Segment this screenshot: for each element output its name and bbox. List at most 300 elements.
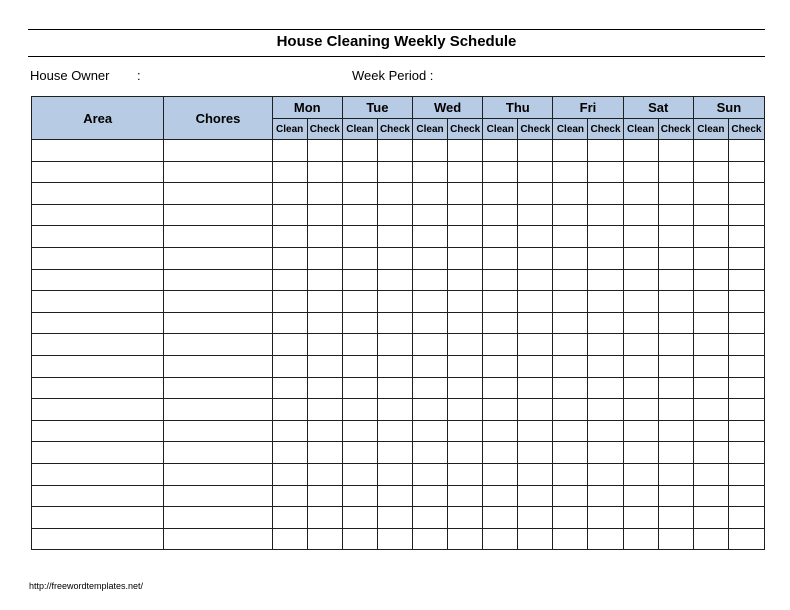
check-cell[interactable] bbox=[448, 312, 483, 334]
check-cell[interactable] bbox=[377, 485, 412, 507]
check-cell[interactable] bbox=[658, 269, 693, 291]
check-cell[interactable] bbox=[518, 355, 553, 377]
check-cell[interactable] bbox=[588, 183, 623, 205]
clean-cell[interactable] bbox=[413, 334, 448, 356]
clean-cell[interactable] bbox=[693, 140, 728, 162]
clean-cell[interactable] bbox=[553, 507, 588, 529]
clean-cell[interactable] bbox=[413, 161, 448, 183]
check-cell[interactable] bbox=[307, 420, 342, 442]
check-cell[interactable] bbox=[728, 334, 764, 356]
clean-cell[interactable] bbox=[623, 355, 658, 377]
check-cell[interactable] bbox=[448, 377, 483, 399]
check-cell[interactable] bbox=[518, 528, 553, 550]
chore-cell[interactable] bbox=[164, 355, 272, 377]
clean-cell[interactable] bbox=[413, 204, 448, 226]
clean-cell[interactable] bbox=[272, 204, 307, 226]
check-cell[interactable] bbox=[658, 204, 693, 226]
clean-cell[interactable] bbox=[272, 420, 307, 442]
check-cell[interactable] bbox=[307, 247, 342, 269]
clean-cell[interactable] bbox=[553, 291, 588, 313]
clean-cell[interactable] bbox=[272, 355, 307, 377]
check-cell[interactable] bbox=[518, 247, 553, 269]
clean-cell[interactable] bbox=[413, 507, 448, 529]
check-cell[interactable] bbox=[728, 528, 764, 550]
check-cell[interactable] bbox=[377, 291, 412, 313]
clean-cell[interactable] bbox=[623, 485, 658, 507]
clean-cell[interactable] bbox=[623, 269, 658, 291]
check-cell[interactable] bbox=[588, 528, 623, 550]
check-cell[interactable] bbox=[588, 291, 623, 313]
check-cell[interactable] bbox=[307, 183, 342, 205]
check-cell[interactable] bbox=[518, 226, 553, 248]
check-cell[interactable] bbox=[448, 507, 483, 529]
clean-cell[interactable] bbox=[342, 463, 377, 485]
check-cell[interactable] bbox=[377, 312, 412, 334]
clean-cell[interactable] bbox=[483, 528, 518, 550]
check-cell[interactable] bbox=[448, 442, 483, 464]
clean-cell[interactable] bbox=[483, 161, 518, 183]
clean-cell[interactable] bbox=[693, 334, 728, 356]
clean-cell[interactable] bbox=[553, 334, 588, 356]
check-cell[interactable] bbox=[518, 507, 553, 529]
clean-cell[interactable] bbox=[553, 204, 588, 226]
check-cell[interactable] bbox=[658, 399, 693, 421]
clean-cell[interactable] bbox=[483, 312, 518, 334]
check-cell[interactable] bbox=[307, 269, 342, 291]
check-cell[interactable] bbox=[728, 485, 764, 507]
clean-cell[interactable] bbox=[553, 269, 588, 291]
check-cell[interactable] bbox=[588, 269, 623, 291]
clean-cell[interactable] bbox=[483, 377, 518, 399]
check-cell[interactable] bbox=[588, 161, 623, 183]
check-cell[interactable] bbox=[518, 140, 553, 162]
clean-cell[interactable] bbox=[623, 377, 658, 399]
check-cell[interactable] bbox=[377, 226, 412, 248]
clean-cell[interactable] bbox=[413, 355, 448, 377]
check-cell[interactable] bbox=[377, 442, 412, 464]
clean-cell[interactable] bbox=[553, 377, 588, 399]
check-cell[interactable] bbox=[728, 204, 764, 226]
check-cell[interactable] bbox=[728, 183, 764, 205]
clean-cell[interactable] bbox=[413, 291, 448, 313]
clean-cell[interactable] bbox=[272, 269, 307, 291]
clean-cell[interactable] bbox=[623, 140, 658, 162]
area-cell[interactable] bbox=[32, 442, 164, 464]
clean-cell[interactable] bbox=[483, 507, 518, 529]
clean-cell[interactable] bbox=[483, 334, 518, 356]
clean-cell[interactable] bbox=[623, 226, 658, 248]
clean-cell[interactable] bbox=[272, 463, 307, 485]
clean-cell[interactable] bbox=[272, 442, 307, 464]
clean-cell[interactable] bbox=[623, 463, 658, 485]
check-cell[interactable] bbox=[518, 161, 553, 183]
clean-cell[interactable] bbox=[272, 312, 307, 334]
check-cell[interactable] bbox=[658, 291, 693, 313]
check-cell[interactable] bbox=[728, 226, 764, 248]
clean-cell[interactable] bbox=[342, 226, 377, 248]
clean-cell[interactable] bbox=[693, 528, 728, 550]
clean-cell[interactable] bbox=[623, 183, 658, 205]
check-cell[interactable] bbox=[658, 183, 693, 205]
clean-cell[interactable] bbox=[483, 269, 518, 291]
clean-cell[interactable] bbox=[272, 183, 307, 205]
check-cell[interactable] bbox=[728, 399, 764, 421]
clean-cell[interactable] bbox=[693, 161, 728, 183]
clean-cell[interactable] bbox=[413, 183, 448, 205]
chore-cell[interactable] bbox=[164, 507, 272, 529]
clean-cell[interactable] bbox=[623, 507, 658, 529]
check-cell[interactable] bbox=[307, 204, 342, 226]
check-cell[interactable] bbox=[518, 442, 553, 464]
clean-cell[interactable] bbox=[623, 420, 658, 442]
clean-cell[interactable] bbox=[413, 269, 448, 291]
clean-cell[interactable] bbox=[483, 247, 518, 269]
area-cell[interactable] bbox=[32, 204, 164, 226]
check-cell[interactable] bbox=[658, 161, 693, 183]
clean-cell[interactable] bbox=[342, 485, 377, 507]
clean-cell[interactable] bbox=[553, 140, 588, 162]
check-cell[interactable] bbox=[377, 463, 412, 485]
clean-cell[interactable] bbox=[693, 204, 728, 226]
clean-cell[interactable] bbox=[553, 463, 588, 485]
clean-cell[interactable] bbox=[483, 399, 518, 421]
clean-cell[interactable] bbox=[693, 377, 728, 399]
check-cell[interactable] bbox=[377, 399, 412, 421]
check-cell[interactable] bbox=[658, 420, 693, 442]
clean-cell[interactable] bbox=[413, 140, 448, 162]
check-cell[interactable] bbox=[448, 226, 483, 248]
clean-cell[interactable] bbox=[553, 161, 588, 183]
check-cell[interactable] bbox=[518, 463, 553, 485]
area-cell[interactable] bbox=[32, 334, 164, 356]
check-cell[interactable] bbox=[518, 204, 553, 226]
clean-cell[interactable] bbox=[693, 463, 728, 485]
check-cell[interactable] bbox=[448, 334, 483, 356]
check-cell[interactable] bbox=[658, 377, 693, 399]
area-cell[interactable] bbox=[32, 247, 164, 269]
clean-cell[interactable] bbox=[693, 183, 728, 205]
clean-cell[interactable] bbox=[623, 161, 658, 183]
clean-cell[interactable] bbox=[272, 247, 307, 269]
check-cell[interactable] bbox=[658, 140, 693, 162]
clean-cell[interactable] bbox=[483, 226, 518, 248]
check-cell[interactable] bbox=[728, 140, 764, 162]
check-cell[interactable] bbox=[518, 377, 553, 399]
clean-cell[interactable] bbox=[623, 291, 658, 313]
area-cell[interactable] bbox=[32, 161, 164, 183]
area-cell[interactable] bbox=[32, 507, 164, 529]
clean-cell[interactable] bbox=[693, 226, 728, 248]
clean-cell[interactable] bbox=[272, 507, 307, 529]
chore-cell[interactable] bbox=[164, 204, 272, 226]
clean-cell[interactable] bbox=[483, 140, 518, 162]
clean-cell[interactable] bbox=[342, 312, 377, 334]
clean-cell[interactable] bbox=[272, 399, 307, 421]
clean-cell[interactable] bbox=[342, 420, 377, 442]
check-cell[interactable] bbox=[518, 399, 553, 421]
check-cell[interactable] bbox=[448, 247, 483, 269]
check-cell[interactable] bbox=[377, 269, 412, 291]
check-cell[interactable] bbox=[588, 507, 623, 529]
clean-cell[interactable] bbox=[623, 312, 658, 334]
clean-cell[interactable] bbox=[483, 291, 518, 313]
chore-cell[interactable] bbox=[164, 140, 272, 162]
check-cell[interactable] bbox=[448, 140, 483, 162]
area-cell[interactable] bbox=[32, 269, 164, 291]
clean-cell[interactable] bbox=[623, 334, 658, 356]
check-cell[interactable] bbox=[658, 334, 693, 356]
clean-cell[interactable] bbox=[413, 226, 448, 248]
clean-cell[interactable] bbox=[272, 334, 307, 356]
check-cell[interactable] bbox=[728, 377, 764, 399]
clean-cell[interactable] bbox=[693, 247, 728, 269]
footer-url[interactable]: http://freewordtemplates.net/ bbox=[29, 581, 144, 591]
check-cell[interactable] bbox=[588, 204, 623, 226]
check-cell[interactable] bbox=[728, 463, 764, 485]
clean-cell[interactable] bbox=[483, 485, 518, 507]
check-cell[interactable] bbox=[728, 161, 764, 183]
clean-cell[interactable] bbox=[413, 442, 448, 464]
clean-cell[interactable] bbox=[342, 183, 377, 205]
check-cell[interactable] bbox=[307, 463, 342, 485]
check-cell[interactable] bbox=[588, 334, 623, 356]
check-cell[interactable] bbox=[448, 463, 483, 485]
clean-cell[interactable] bbox=[342, 355, 377, 377]
clean-cell[interactable] bbox=[623, 247, 658, 269]
check-cell[interactable] bbox=[307, 399, 342, 421]
check-cell[interactable] bbox=[658, 312, 693, 334]
check-cell[interactable] bbox=[728, 291, 764, 313]
area-cell[interactable] bbox=[32, 463, 164, 485]
clean-cell[interactable] bbox=[342, 269, 377, 291]
clean-cell[interactable] bbox=[413, 528, 448, 550]
chore-cell[interactable] bbox=[164, 463, 272, 485]
clean-cell[interactable] bbox=[483, 420, 518, 442]
clean-cell[interactable] bbox=[623, 442, 658, 464]
clean-cell[interactable] bbox=[693, 420, 728, 442]
clean-cell[interactable] bbox=[553, 355, 588, 377]
clean-cell[interactable] bbox=[693, 269, 728, 291]
check-cell[interactable] bbox=[588, 377, 623, 399]
check-cell[interactable] bbox=[377, 334, 412, 356]
clean-cell[interactable] bbox=[693, 312, 728, 334]
chore-cell[interactable] bbox=[164, 334, 272, 356]
clean-cell[interactable] bbox=[553, 420, 588, 442]
clean-cell[interactable] bbox=[483, 355, 518, 377]
check-cell[interactable] bbox=[307, 485, 342, 507]
check-cell[interactable] bbox=[377, 528, 412, 550]
clean-cell[interactable] bbox=[413, 312, 448, 334]
check-cell[interactable] bbox=[307, 442, 342, 464]
clean-cell[interactable] bbox=[272, 161, 307, 183]
area-cell[interactable] bbox=[32, 485, 164, 507]
clean-cell[interactable] bbox=[693, 399, 728, 421]
area-cell[interactable] bbox=[32, 312, 164, 334]
clean-cell[interactable] bbox=[483, 442, 518, 464]
chore-cell[interactable] bbox=[164, 183, 272, 205]
check-cell[interactable] bbox=[588, 355, 623, 377]
clean-cell[interactable] bbox=[623, 399, 658, 421]
check-cell[interactable] bbox=[658, 485, 693, 507]
clean-cell[interactable] bbox=[272, 377, 307, 399]
check-cell[interactable] bbox=[377, 420, 412, 442]
check-cell[interactable] bbox=[307, 334, 342, 356]
chore-cell[interactable] bbox=[164, 399, 272, 421]
check-cell[interactable] bbox=[307, 161, 342, 183]
area-cell[interactable] bbox=[32, 420, 164, 442]
check-cell[interactable] bbox=[588, 312, 623, 334]
clean-cell[interactable] bbox=[693, 442, 728, 464]
clean-cell[interactable] bbox=[342, 334, 377, 356]
check-cell[interactable] bbox=[588, 247, 623, 269]
check-cell[interactable] bbox=[448, 269, 483, 291]
clean-cell[interactable] bbox=[693, 355, 728, 377]
check-cell[interactable] bbox=[658, 247, 693, 269]
clean-cell[interactable] bbox=[693, 291, 728, 313]
check-cell[interactable] bbox=[518, 312, 553, 334]
chore-cell[interactable] bbox=[164, 442, 272, 464]
check-cell[interactable] bbox=[658, 528, 693, 550]
clean-cell[interactable] bbox=[693, 485, 728, 507]
check-cell[interactable] bbox=[588, 442, 623, 464]
check-cell[interactable] bbox=[307, 355, 342, 377]
area-cell[interactable] bbox=[32, 226, 164, 248]
clean-cell[interactable] bbox=[342, 140, 377, 162]
check-cell[interactable] bbox=[658, 355, 693, 377]
chore-cell[interactable] bbox=[164, 291, 272, 313]
clean-cell[interactable] bbox=[342, 399, 377, 421]
clean-cell[interactable] bbox=[342, 291, 377, 313]
check-cell[interactable] bbox=[307, 507, 342, 529]
chore-cell[interactable] bbox=[164, 528, 272, 550]
clean-cell[interactable] bbox=[272, 291, 307, 313]
chore-cell[interactable] bbox=[164, 247, 272, 269]
check-cell[interactable] bbox=[377, 377, 412, 399]
check-cell[interactable] bbox=[728, 355, 764, 377]
check-cell[interactable] bbox=[377, 355, 412, 377]
check-cell[interactable] bbox=[728, 247, 764, 269]
chore-cell[interactable] bbox=[164, 377, 272, 399]
clean-cell[interactable] bbox=[342, 161, 377, 183]
chore-cell[interactable] bbox=[164, 269, 272, 291]
area-cell[interactable] bbox=[32, 355, 164, 377]
clean-cell[interactable] bbox=[483, 204, 518, 226]
clean-cell[interactable] bbox=[272, 140, 307, 162]
check-cell[interactable] bbox=[588, 463, 623, 485]
check-cell[interactable] bbox=[448, 528, 483, 550]
check-cell[interactable] bbox=[307, 312, 342, 334]
area-cell[interactable] bbox=[32, 183, 164, 205]
clean-cell[interactable] bbox=[413, 399, 448, 421]
check-cell[interactable] bbox=[588, 399, 623, 421]
check-cell[interactable] bbox=[658, 463, 693, 485]
area-cell[interactable] bbox=[32, 140, 164, 162]
chore-cell[interactable] bbox=[164, 420, 272, 442]
chore-cell[interactable] bbox=[164, 312, 272, 334]
clean-cell[interactable] bbox=[342, 528, 377, 550]
clean-cell[interactable] bbox=[553, 183, 588, 205]
clean-cell[interactable] bbox=[553, 226, 588, 248]
clean-cell[interactable] bbox=[272, 485, 307, 507]
clean-cell[interactable] bbox=[483, 183, 518, 205]
check-cell[interactable] bbox=[448, 420, 483, 442]
check-cell[interactable] bbox=[518, 334, 553, 356]
check-cell[interactable] bbox=[307, 291, 342, 313]
clean-cell[interactable] bbox=[413, 377, 448, 399]
area-cell[interactable] bbox=[32, 528, 164, 550]
check-cell[interactable] bbox=[518, 291, 553, 313]
check-cell[interactable] bbox=[728, 507, 764, 529]
check-cell[interactable] bbox=[377, 507, 412, 529]
clean-cell[interactable] bbox=[553, 399, 588, 421]
check-cell[interactable] bbox=[307, 226, 342, 248]
area-cell[interactable] bbox=[32, 291, 164, 313]
clean-cell[interactable] bbox=[553, 312, 588, 334]
check-cell[interactable] bbox=[728, 312, 764, 334]
clean-cell[interactable] bbox=[272, 528, 307, 550]
check-cell[interactable] bbox=[448, 183, 483, 205]
check-cell[interactable] bbox=[377, 140, 412, 162]
check-cell[interactable] bbox=[588, 485, 623, 507]
check-cell[interactable] bbox=[728, 269, 764, 291]
check-cell[interactable] bbox=[448, 399, 483, 421]
chore-cell[interactable] bbox=[164, 161, 272, 183]
clean-cell[interactable] bbox=[342, 442, 377, 464]
clean-cell[interactable] bbox=[342, 204, 377, 226]
check-cell[interactable] bbox=[518, 269, 553, 291]
clean-cell[interactable] bbox=[553, 485, 588, 507]
clean-cell[interactable] bbox=[413, 420, 448, 442]
clean-cell[interactable] bbox=[342, 377, 377, 399]
check-cell[interactable] bbox=[377, 183, 412, 205]
check-cell[interactable] bbox=[448, 204, 483, 226]
clean-cell[interactable] bbox=[623, 204, 658, 226]
clean-cell[interactable] bbox=[553, 247, 588, 269]
clean-cell[interactable] bbox=[623, 528, 658, 550]
clean-cell[interactable] bbox=[413, 485, 448, 507]
chore-cell[interactable] bbox=[164, 485, 272, 507]
clean-cell[interactable] bbox=[272, 226, 307, 248]
check-cell[interactable] bbox=[448, 355, 483, 377]
check-cell[interactable] bbox=[588, 226, 623, 248]
area-cell[interactable] bbox=[32, 377, 164, 399]
clean-cell[interactable] bbox=[553, 442, 588, 464]
check-cell[interactable] bbox=[518, 485, 553, 507]
area-cell[interactable] bbox=[32, 399, 164, 421]
check-cell[interactable] bbox=[377, 247, 412, 269]
check-cell[interactable] bbox=[588, 420, 623, 442]
check-cell[interactable] bbox=[307, 377, 342, 399]
check-cell[interactable] bbox=[518, 420, 553, 442]
check-cell[interactable] bbox=[377, 161, 412, 183]
clean-cell[interactable] bbox=[483, 463, 518, 485]
clean-cell[interactable] bbox=[413, 247, 448, 269]
clean-cell[interactable] bbox=[342, 247, 377, 269]
check-cell[interactable] bbox=[588, 140, 623, 162]
check-cell[interactable] bbox=[307, 140, 342, 162]
check-cell[interactable] bbox=[658, 442, 693, 464]
clean-cell[interactable] bbox=[413, 463, 448, 485]
clean-cell[interactable] bbox=[342, 507, 377, 529]
clean-cell[interactable] bbox=[693, 507, 728, 529]
check-cell[interactable] bbox=[307, 528, 342, 550]
check-cell[interactable] bbox=[448, 161, 483, 183]
clean-cell[interactable] bbox=[553, 528, 588, 550]
check-cell[interactable] bbox=[448, 485, 483, 507]
check-cell[interactable] bbox=[377, 204, 412, 226]
check-cell[interactable] bbox=[658, 507, 693, 529]
check-cell[interactable] bbox=[448, 291, 483, 313]
